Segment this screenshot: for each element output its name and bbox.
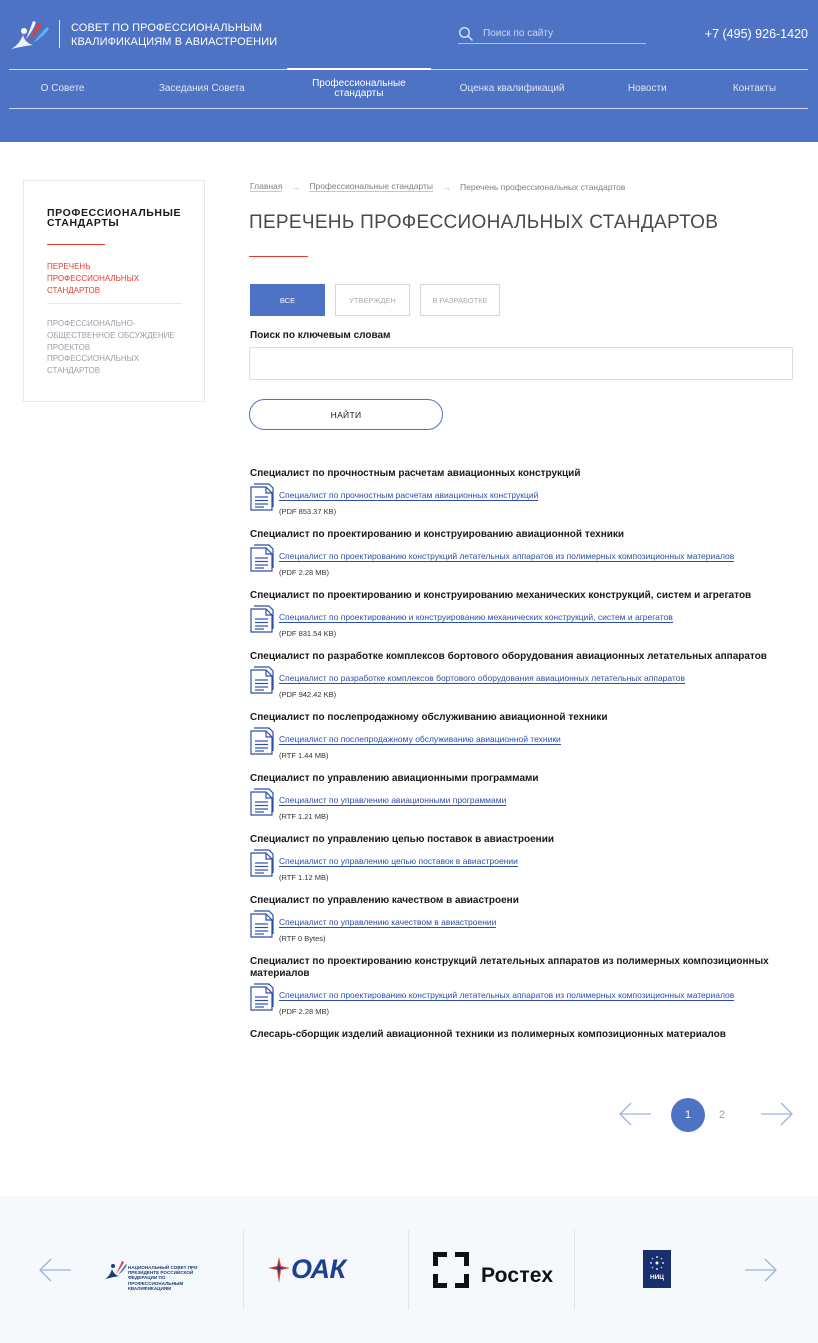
breadcrumb-arrow-icon: → [291,181,301,192]
keyword-search-label: Поиск по ключевым словам [250,330,391,341]
file-size: (RTF 1.21 MB) [279,812,329,821]
standards-list [250,468,800,1054]
filter-approved-button[interactable]: УТВЕРЖДЕН [335,284,410,316]
standard-item [250,529,800,577]
document-icon [250,910,274,938]
oak-star-icon [267,1256,291,1284]
national-council-name: НАЦИОНАЛЬНЫЙ СОВЕТ ПРИ ПРЕЗИДЕНТЕ РОССИЙСКОЙ ФЕДЕРАЦИИ ПО ПРОФЕССИОНАЛЬНЫМ КВАЛИФИКАЦИЯМ [128,1265,198,1291]
document-icon [250,544,274,572]
file-size: (PDF 831.54 KB) [279,629,337,638]
file-download-link[interactable]: Специалист по проектированию конструкций летательных аппаратов из полимерных композиционных материалов [279,990,735,1000]
file-size: (RTF 1.12 MB) [279,873,329,882]
standard-file [250,483,800,516]
standard-item [250,468,800,516]
file-meta [279,544,734,577]
file-size: (PDF 2.28 MB) [279,1007,330,1016]
partner-divider [408,1230,409,1310]
standard-title: Специалист по проектированию и конструированию механических конструкций, систем и агрегатов [250,590,752,601]
breadcrumb-home[interactable]: Главная [250,181,283,191]
standard-item [250,773,800,821]
file-download-link[interactable]: Специалист по управлению авиационными программами [279,795,507,805]
nav-bottom-line [9,108,808,109]
find-button[interactable]: НАЙТИ [249,399,443,430]
standard-title: Слесарь-сборщик изделий авиационной техники из полимерных композиционных материалов [250,1029,726,1040]
sidebar [23,180,205,402]
sidebar-title-underline [47,244,105,245]
standard-item [250,590,800,638]
file-download-link[interactable]: Специалист по прочностным расчетам авиационных конструкций [279,490,539,500]
search-icon[interactable] [458,26,474,42]
standard-file [250,666,800,699]
file-meta [279,788,506,821]
standard-title: Специалист по управлению качеством в авиастроени [250,895,519,906]
document-icon [250,983,274,1011]
document-icon [250,605,274,633]
standard-file [250,983,800,1016]
standard-file [250,727,800,760]
standard-item [250,1029,800,1041]
partners-carousel [0,1196,818,1343]
standard-item [250,651,800,699]
file-meta [279,910,496,943]
standard-title: Специалист по прочностным расчетам авиационных конструкций [250,468,581,479]
partner-divider [574,1230,575,1310]
national-council-emblem-icon [104,1258,128,1282]
pagination-prev-arrow-icon[interactable] [618,1101,652,1127]
standard-item [250,834,800,882]
standard-file [250,910,800,943]
oak-wordmark: ОАК [291,1254,346,1284]
sidebar-divider [47,303,182,304]
standard-title: Специалист по разработке комплексов бортового оборудования авиационных летательных аппаратов [250,651,767,662]
file-download-link[interactable]: Специалист по проектированию конструкций летательных аппаратов из полимерных композиционных материалов [279,551,735,561]
breadcrumb-arrow-icon: → [442,181,452,192]
keyword-search-input[interactable] [249,347,793,380]
file-download-link[interactable]: Специалист по послепродажному обслуживанию авиационной техники [279,734,561,744]
file-download-link[interactable]: Специалист по разработке комплексов бортового оборудования авиационных летательных аппаратов [279,673,685,683]
site-search [458,24,646,44]
document-icon [250,727,274,755]
standard-item [250,956,800,1016]
nav-item-news[interactable]: Новости [627,83,667,94]
partner-logo-nic[interactable] [643,1250,671,1288]
nav-item-contacts[interactable]: Контакты [732,83,777,94]
file-meta [279,983,734,1016]
nav-item-about[interactable]: О Совете [40,83,85,94]
nic-wordmark: НИЦ [649,1274,665,1281]
standard-title: Специалист по проектированию конструкций летательных аппаратов из полимерных композиционных материалов [250,956,769,979]
partners-next-arrow-icon[interactable] [744,1257,778,1283]
pagination-page-2[interactable]: 2 [718,1109,726,1121]
partner-divider [243,1230,244,1310]
partner-logo-national-council[interactable] [104,1258,222,1291]
filter-all-button[interactable]: ВСЕ [250,284,325,316]
logo-divider [59,20,60,48]
file-size: (RTF 1.44 MB) [279,751,329,760]
standard-title: Специалист по управлению цепью поставок в авиастроении [250,834,554,845]
nic-dots-icon [647,1253,667,1273]
org-name[interactable]: СОВЕТ ПО ПРОФЕССИОНАЛЬНЫМ КВАЛИФИКАЦИЯМ В АВИАСТРОЕНИИ [71,22,278,48]
file-size: (PDF 2.28 MB) [279,568,330,577]
nav-item-qualification-assessment[interactable]: Оценка квалификаций [459,83,565,94]
rostec-mark-icon [433,1252,469,1288]
nav-item-prof-standards[interactable]: Профессиональные стандарты [287,70,430,108]
partner-logo-oak[interactable] [267,1254,387,1288]
pagination-next-arrow-icon[interactable] [760,1101,794,1127]
sidebar-item-standards-list[interactable]: ПЕРЕЧЕНЬ ПРОФЕССИОНАЛЬНЫХ СТАНДАРТОВ [47,262,140,295]
sidebar-title: ПРОФЕССИОНАЛЬНЫЕ СТАНДАРТЫ [47,207,182,229]
standard-title: Специалист по проектированию и конструированию авиационной техники [250,529,625,540]
document-icon [250,666,274,694]
file-download-link[interactable]: Специалист по управлению цепью поставок в авиастроении [279,856,518,866]
pagination-page-1[interactable]: 1 [671,1098,705,1132]
standard-item [250,895,800,943]
file-size: (PDF 942.42 KB) [279,690,337,699]
rostec-wordmark: Ростех [481,1264,554,1287]
search-input[interactable] [483,24,643,42]
main-nav [9,70,808,108]
site-header [0,0,818,142]
phone-number[interactable]: +7 (495) 926-1420 [704,27,808,41]
standard-file [250,605,800,638]
file-meta [279,483,538,516]
file-download-link[interactable]: Специалист по управлению качеством в авиастроении [279,917,497,927]
file-meta [279,727,561,760]
file-meta [279,666,685,699]
breadcrumb-prof-standards[interactable]: Профессиональные стандарты [309,181,434,191]
standard-file [250,849,800,882]
standard-title: Специалист по послепродажному обслуживанию авиационной техники [250,712,608,723]
title-underline [249,256,308,257]
file-meta [279,849,518,882]
sidebar-item-public-discussion[interactable]: ПРОФЕССИОНАЛЬНО-ОБЩЕСТВЕННОЕ ОБСУЖДЕНИЕ ПРОЕКТОВ ПРОФЕССИОНАЛЬНЫХ СТАНДАРТОВ [47,319,175,376]
document-icon [250,849,274,877]
nav-item-meetings[interactable]: Заседания Совета [158,83,245,94]
partners-prev-arrow-icon[interactable] [38,1257,72,1283]
document-icon [250,483,274,511]
document-icon [250,788,274,816]
file-download-link[interactable]: Специалист по проектированию и конструированию механических конструкций, систем и агрегатов [279,612,673,622]
breadcrumb [250,181,625,192]
filter-in-development-button[interactable]: В РАЗРАБОТКЕ [420,284,500,316]
standard-file [250,544,800,577]
file-size: (PDF 853.37 KB) [279,507,337,516]
partner-logo-rostec[interactable] [433,1252,554,1292]
standard-item [250,712,800,760]
breadcrumb-current: Перечень профессиональных стандартов [460,181,626,192]
page-title: ПЕРЕЧЕНЬ ПРОФЕССИОНАЛЬНЫХ СТАНДАРТОВ [249,212,719,233]
file-size: (RTF 0 Bytes) [279,934,326,943]
standard-file [250,788,800,821]
standard-title: Специалист по управлению авиационными программами [250,773,539,784]
council-logo[interactable] [9,19,51,53]
file-meta [279,605,673,638]
